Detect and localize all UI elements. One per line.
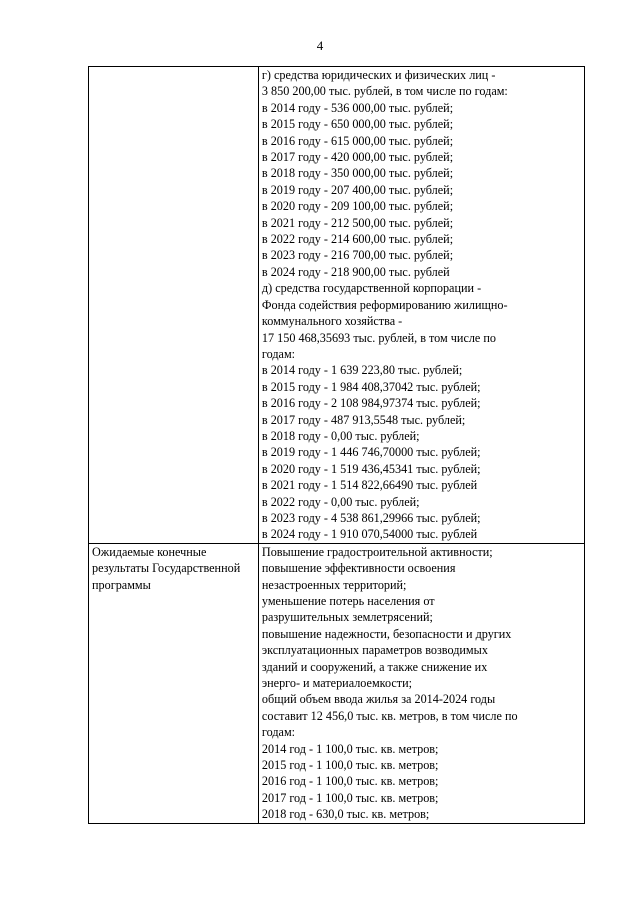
- text-line: годам:: [261, 725, 296, 740]
- text-line: эксплуатационных параметров возводимых: [261, 643, 488, 658]
- text-line: Повышение градостроительной активности;: [261, 544, 493, 559]
- text-line: годам:: [261, 346, 296, 361]
- text-line: в 2018 году - 0,00 тыс. рублей;: [261, 428, 420, 443]
- text-line: в 2020 году - 1 519 436,45341 тыс. рублей;: [261, 461, 481, 476]
- text-line: в 2023 году - 216 700,00 тыс. рублей;: [261, 248, 454, 263]
- table-row: [89, 67, 585, 544]
- funding-cell: [258, 67, 584, 544]
- text-line: повышение надежности, безопасности и других: [261, 626, 512, 641]
- text-line: 2018 год - 630,0 тыс. кв. метров;: [261, 807, 430, 822]
- text-line: в 2019 году - 207 400,00 тыс. рублей;: [261, 182, 454, 197]
- text-line: 2015 год - 1 100,0 тыс. кв. метров;: [261, 758, 439, 773]
- text-line: разрушительных землетрясений;: [261, 610, 433, 625]
- results-lines: [262, 544, 581, 823]
- text-line: в 2014 году - 1 639 223,80 тыс. рублей;: [261, 363, 463, 378]
- text-line: в 2022 году - 214 600,00 тыс. рублей;: [261, 232, 454, 247]
- text-line: в 2024 году - 1 910 070,54000 тыс. рублей: [261, 527, 478, 542]
- text-line: коммунального хозяйства -: [261, 314, 403, 329]
- text-line: д) средства государственной корпорации -: [261, 281, 482, 296]
- table-row: [89, 543, 585, 823]
- text-line: г) средства юридических и физических лиц -: [261, 68, 496, 82]
- text-line: в 2015 году - 650 000,00 тыс. рублей;: [261, 117, 454, 132]
- text-line: уменьшение потерь населения от: [261, 594, 435, 608]
- text-line: в 2023 году - 4 538 861,29966 тыс. рублей;: [261, 510, 481, 525]
- text-line: в 2021 году - 1 514 822,66490 тыс. рублей: [261, 478, 478, 493]
- text-line: общий объем ввода жилья за 2014-2024 годы: [261, 692, 496, 707]
- text-line: составит 12 456,0 тыс. кв. метров, в том числе по: [261, 708, 518, 723]
- text-line: 2017 год - 1 100,0 тыс. кв. метров;: [261, 790, 439, 805]
- text-line: в 2014 году - 536 000,00 тыс. рублей;: [261, 100, 454, 115]
- row-label-cell: [89, 543, 259, 823]
- text-line: в 2022 году - 0,00 тыс. рублей;: [261, 494, 420, 509]
- text-line: незастроенных территорий;: [261, 577, 407, 592]
- row-label: Ожидаемые конечные результаты Государственной программы: [92, 544, 241, 592]
- text-line: зданий и сооружений, а также снижение их: [261, 659, 488, 674]
- page-number: 4: [316, 38, 324, 53]
- text-line: в 2024 году - 218 900,00 тыс. рублей: [261, 264, 450, 279]
- text-line: в 2017 году - 420 000,00 тыс. рублей;: [261, 150, 454, 165]
- text-line: 17 150 468,35693 тыс. рублей, в том числе по: [261, 330, 497, 345]
- text-line: 2016 год - 1 100,0 тыс. кв. метров;: [261, 774, 439, 789]
- text-line: в 2021 году - 212 500,00 тыс. рублей;: [261, 215, 454, 230]
- row-label-cell: [89, 67, 259, 544]
- text-line: в 2016 году - 615 000,00 тыс. рублей;: [261, 133, 454, 148]
- text-line: 2014 год - 1 100,0 тыс. кв. метров;: [261, 741, 439, 756]
- text-line: в 2018 году - 350 000,00 тыс. рублей;: [261, 166, 454, 181]
- text-line: в 2017 году - 487 913,5548 тыс. рублей;: [261, 412, 466, 427]
- text-line: в 2019 году - 1 446 746,70000 тыс. рублей;: [261, 445, 481, 460]
- text-line: 3 850 200,00 тыс. рублей, в том числе по годам:: [261, 84, 508, 99]
- text-line: повышение эффективности освоения: [261, 561, 456, 576]
- text-line: Фонда содействия реформированию жилищно-: [261, 297, 508, 312]
- text-line: в 2015 году - 1 984 408,37042 тыс. рублей;: [261, 379, 481, 394]
- program-passport-table: [88, 66, 585, 824]
- text-line: энерго- и материалоемкости;: [261, 676, 413, 691]
- funding-lines: [262, 67, 581, 543]
- text-line: в 2016 году - 2 108 984,97374 тыс. рублей;: [261, 396, 481, 411]
- results-cell: [258, 543, 584, 823]
- text-line: в 2020 году - 209 100,00 тыс. рублей;: [261, 199, 454, 214]
